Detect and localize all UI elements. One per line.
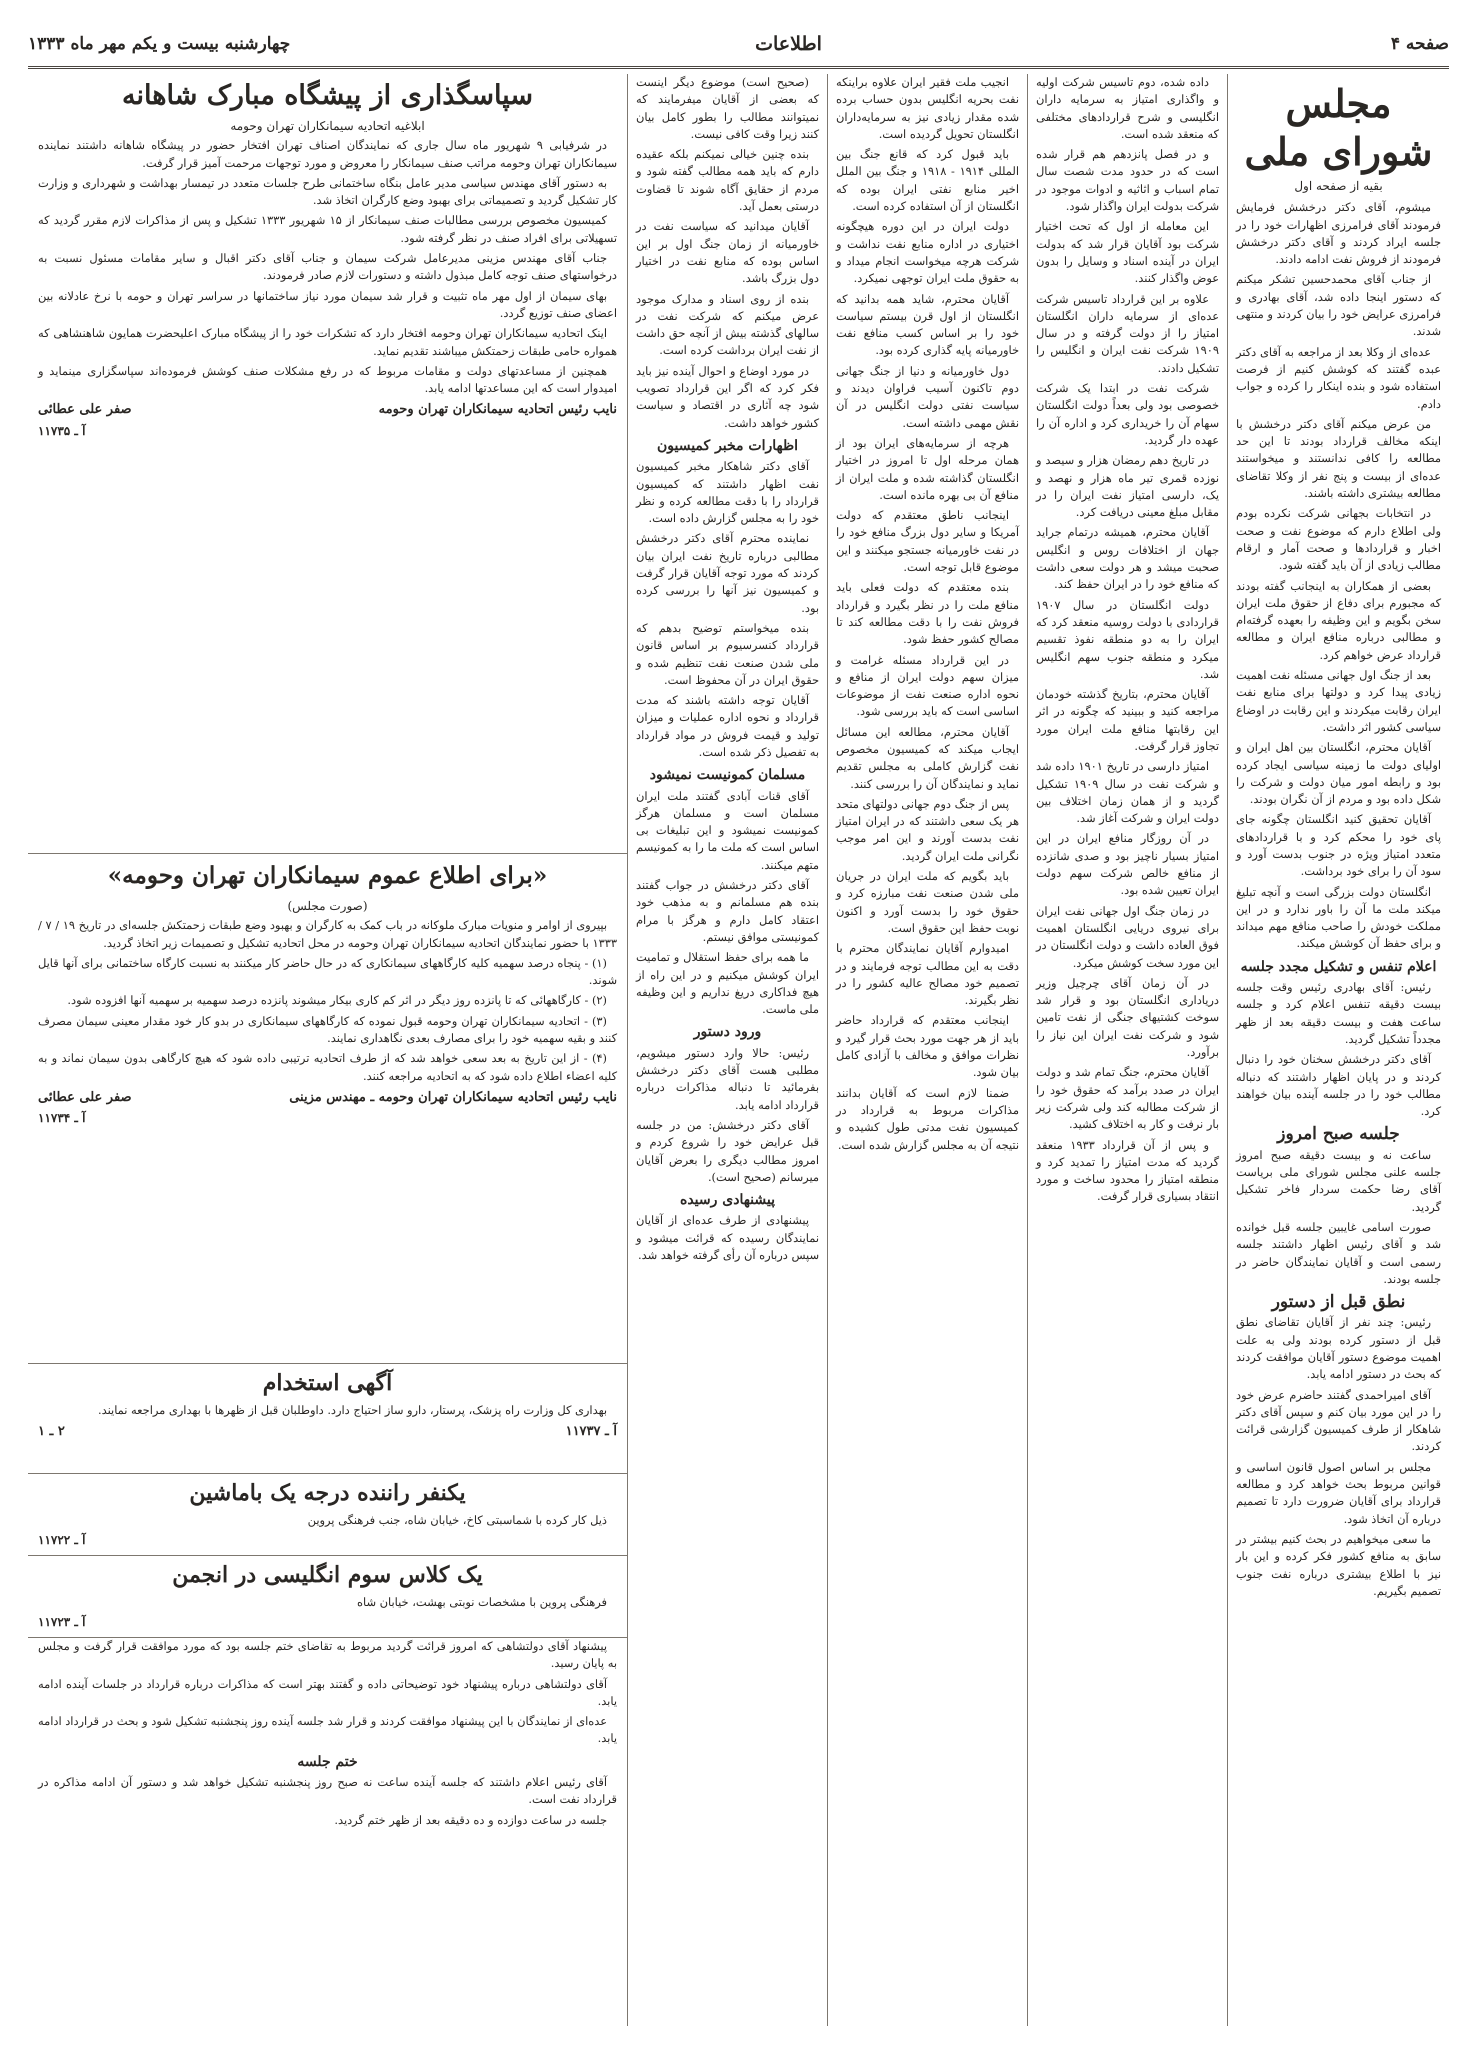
paragraph: آقایان محترم، همیشه درتمام جراید جهان از اختلافات روس و انگلیس صحبت میشد و هر دولت سعی داشت که منافع خود را در ایران حفظ کند. [1036, 525, 1219, 592]
signature-name: صفر علی عطائی [38, 402, 132, 418]
paragraph: شرکت نفت در ابتدا یک شرکت خصوصی بود ولی بعداً دولت انگلستان سهام آن را خریداری کرد و اداره آن را عهده دار گردید. [1036, 381, 1219, 447]
column-majlis [1227, 74, 1449, 2026]
paragraph: در انتخابات بجهانی شرکت نکرده بودم ولی اطلاع دارم که موضوع نفت و صحت اخبار و قراردادها و صحت آمار و ارقام مطالب زیادی از آن باید گفته شود. [1236, 506, 1441, 573]
paragraph: علاوه بر این قرارداد تاسیس شرکت عده‌ای از سرمایه داران انگلستان امتیاز را از دولت گرفته و در سال ۱۹۰۹ شرکت نفت ایران و انگلیس را تشکیل دادند. [1036, 291, 1219, 375]
paragraph: ما سعی میخواهیم در بحث کنیم بیشتر در سابق به منافع کشور فکر کرده و این بار نیز با اطلاع بیشتری درباره نفت جنوب تصمیم بگیریم. [1236, 1531, 1441, 1598]
masthead [28, 22, 1449, 69]
paragraph: نماینده محترم آقای دکتر درخشش مطالبی درباره تاریخ نفت ایران بیان کردند که مورد توجه آقایان قرار گرفت و کمیسیون نیز آنها را بررسی کرده بود. [636, 531, 819, 615]
kicker-continued: بقیه از صفحه اول [1294, 179, 1383, 193]
session-close [28, 1638, 627, 2026]
column-3 [827, 74, 1027, 2026]
paragraph: (۴) - از این تاریخ به بعد سعی خواهد شد که از طرف اتحادیه ترتیبی داده شود که هیچ کارگاهی بدون سیمان نماند و به کلیه اعضاء اطلاع داده شود که به اتحادیه مراجعه کنند. [38, 1051, 617, 1083]
subhead-recess: اعلام تنفس و تشکیل مجدد جلسه [1240, 958, 1437, 975]
paragraph: بپیروی از اوامر و منویات مبارک ملوکانه در باب کمک به کارگران و بهبود وضع طبقات زحمتکش جلسه‌ای در تاریخ ۱۹ / ۷ / ۱۳۳۳ با حضور نمایندگان اتحادیه سیمانکاران تهران وحومه در محل اتحادیه تشکیل و تصمیمات زیر اتخاذ گردید. [38, 918, 617, 950]
paragraph: آقای رئیس اعلام داشتند که جلسه آینده ساعت نه صبح روز پنجشنبه تشکیل خواهد شد و دستور آن ادامه مذاکره در قرارداد نفت است. [38, 1775, 617, 1807]
ad-code-secondary: ۲ ـ ۱ [38, 1424, 65, 1440]
employment-codes [38, 1423, 617, 1440]
paragraph: دولت ایران در این دوره هیچگونه اختیاری در اداره منابع نفت نداشت و شرکت هرچه میخواست انجام میداد و به حقوق ملت ایران توجهی نمیکرد. [836, 219, 1019, 286]
paragraph: آقایان محترم، بتاریخ گذشته خودمان مراجعه کنید و ببینید که چگونه در اثر این رقابتها منافع ملت ایران مورد تجاوز قرار گرفت. [1036, 687, 1219, 753]
signature-title: نایب رئیس اتحادیه سیمانکاران تهران وحومه ـ مهندس مزینی [289, 1089, 617, 1105]
paragraph: بهای سیمان از اول مهر ماه تثبیت و قرار شد سیمان مورد نیاز ساختمانها در سراسر تهران و حومه با نرخ عادلانه بین اعضای صنف توزیع گردد. [38, 288, 617, 320]
paragraph: عده‌ای از نمایندگان با این پیشنهاد موافقت کردند و قرار شد جلسه آینده روز پنجشنبه تشکیل شود و بحث در قرارداد ادامه یابد. [38, 1714, 617, 1746]
paragraph: آقای دکتر درخشش: من در جلسه قبل عرایض خود را شروع کردم و امروز مطالب دیگری را بعرض آقایان میرسانم (صحیح است). [636, 1117, 819, 1184]
cement-signature [38, 1089, 617, 1106]
paragraph: پیشنهاد آقای دولتشاهی که امروز قرائت گردید مربوط به تقاضای ختم جلسه بود که مورد موافقت قرار گرفت و مجلس به پایان رسید. [38, 1639, 617, 1671]
driver-ad-title: یکنفر راننده درجه یک باماشین [189, 1480, 466, 1506]
cement-notice [28, 854, 627, 1364]
thanks-announcement [28, 74, 627, 854]
paragraph: رئیس: حالا وارد دستور میشویم، مطلبی هست آقای دکتر درخشش بفرمائید تا دنباله مذاکرات درباره قرارداد ادامه یابد. [636, 1045, 819, 1112]
paragraph: آقای دکتر درخشش در جواب گفتند بنده هم مسلمانم و به مذهب خود اعتقاد کامل دارم و هرگز با مرام کمونیستی موافق نیستم. [636, 878, 819, 944]
english-class-ad [28, 1556, 627, 1638]
paragraph: آقای دولتشاهی درباره پیشنهاد خود توضیحاتی داده و گفتند بهتر است که مذاکرات درباره قرارداد در جلسات آینده ادامه یابد. [38, 1676, 617, 1708]
paragraph: اینجانب ناطق معتقدم که دولت آمریکا و سایر دول بزرگ منافع خود را در نفت خاورمیانه جستجو میکنند و این موضوع قابل توجه است. [836, 508, 1019, 575]
cement-notice-title: «برای اطلاع عموم سیمانکاران تهران وحومه» [107, 862, 548, 889]
paragraph: آقای قنات آبادی گفتند ملت ایران مسلمان است و مسلمان هرگز کمونیست نمیشود و این تبلیغات بی اساس است که ملت ما را به کمونیسم متهم میکنند. [636, 788, 819, 872]
subhead-commission-report: اظهارات مخبر کمیسیون [656, 437, 799, 454]
paragraph: در این قرارداد مسئله غرامت و میزان سهم دولت ایران از منافع و نحوه اداره صنعت نفت از موضوعات اساسی است که باید بررسی شود. [836, 652, 1019, 719]
paragraph: انجیب ملت فقیر ایران علاوه براینکه نفت بحریه انگلیس بدون حساب برده شده مقدار زیادی نیز به سرمایه‌داران انگلستان تحویل گردیده است. [836, 75, 1019, 141]
paragraph: باید بگویم که ملت ایران در جریان ملی شدن صنعت نفت مبارزه کرد و حقوق خود را بدست آورد و اکنون نوبت حفظ این حقوق است. [836, 869, 1019, 935]
paragraph: در شرفیابی ۹ شهریور ماه سال جاری که نمایندگان اصناف تهران افتخار حضور در پیشگاه شاهانه داشتند نماینده سیمانکاران تهران وحومه مراتب صنف سیمانکار را معروض و مورد توجهات مرحمت آمیز قرار گرفت. [38, 138, 617, 170]
paragraph: پیشنهادی از طرف عده‌ای از آقایان نمایندگان رسیده که قرائت میشود و سپس درباره آن رأی گرفته خواهد شد. [636, 1213, 819, 1262]
cement-notice-subtitle: (صورت مجلس) [287, 899, 368, 913]
paragraph: در آن زمان آقای چرچیل وزیر دریاداری انگلستان بود و قرار شد سوخت کشتیهای جنگی از نفت تامین شود و شرکت نفت ایران این نیاز را برآورد. [1036, 975, 1219, 1060]
issue-date: چهارشنبه بیست و یکم مهر ماه ۱۳۳۳ [28, 34, 291, 54]
paragraph: امتیاز دارسی در تاریخ ۱۹۰۱ داده شد و شرکت نفت در سال ۱۹۰۹ تشکیل گردید و از همان زمان اختلاف بین دولت ایران و شرکت آغاز شد. [1036, 759, 1219, 826]
paragraph: آقایان محترم، جنگ تمام شد و دولت ایران در صدد برآمد که حقوق خود را از شرکت مطالبه کند ولی شرکت زیر بار نرفت و کار به اختلاف کشید. [1036, 1065, 1219, 1132]
paragraph: در مورد اوضاع و احوال آینده نیز باید فکر کرد که اگر این قرارداد تصویب شود چه آثاری در اقتصاد و سیاست کشور خواهد داشت. [636, 363, 819, 430]
paragraph: جلسه در ساعت دوازده و ده دقیقه بعد از ظهر ختم گردید. [334, 1812, 607, 1827]
paragraph: رئیس: چند نفر از آقایان تقاضای نطق قبل از دستور کرده بودند ولی به علت اهمیت موضوع دستور آقایان موافقت کردند که بحث در دستور ادامه یابد. [1236, 1315, 1441, 1382]
paragraph: به دستور آقای مهندس سیاسی مدیر عامل بنگاه ساختمانی طرح جلسات متعدد در تیمسار بهداشت و شهرداری و وزارت کار تشکیل گردید و تصمیماتی برای بهبود وضع کارگران اتخاذ شد. [38, 175, 617, 208]
paragraph: آقایان تحقیق کنید انگلستان چگونه جای پای خود را محکم کرد و با قراردادهای متعدد امتیاز ویژه در جنوب بدست آورد و سود آن را برای خود برداشت. [1236, 812, 1441, 879]
paragraph: بنده معتقدم که دولت فعلی باید منافع ملت را در نظر بگیرد و قرارداد فروش نفت را با دقت مطالعه کند تا مصالح کشور حفظ شود. [836, 580, 1019, 647]
paragraph: ضمنا لازم است که آقایان بدانند مذاکرات مربوط به قرارداد در کمیسیون نفت مدتی طول کشیده و نتیجه آن به مجلس گزارش شده است. [836, 1085, 1019, 1152]
newspaper-page [28, 22, 1449, 2026]
driver-ad [28, 1474, 627, 1556]
paragraph: آقایان محترم، شاید همه بدانید که انگلستان از اول قرن بیستم سیاست خود را بر اساس کسب منافع نفت خاورمیانه پایه گذاری کرده بود. [836, 291, 1019, 358]
paragraph: آقایان محترم، انگلستان بین اهل ایران و اولیای دولت ما زمینه سیاسی ایجاد کرده بود و رابطه امور میان دولت و شرکت را شکل داده بود و مردم از آن نگران بودند. [1236, 740, 1441, 807]
paragraph: (صحیح است) موضوع دیگر اینست که بعضی از آقایان میفرمایند که نمیتوانند مطالب را بطور کامل بیان کنند زیرا وقت کافی نیست. [636, 75, 819, 141]
paragraph: میشوم، آقای دکتر درخشش فرمایش فرمودند آقای فرامرزی اظهارات خود را در جلسه ایراد کردند و آقای دکتر درخشش فرمودند از فروش نفت ادامه دادند. [1236, 200, 1441, 267]
paragraph: در تاریخ دهم رمضان هزار و سیصد و نوزده قمری تیر ماه هزار و نهصد و یک، دارسی امتیاز نفت ایران را در مقابل مبلغ معینی دریافت کرد. [1036, 453, 1219, 520]
paragraph: از جناب آقای محمدحسین تشکر میکنم که دستور اینجا داده شد، آقای بهادری و فرامرزی عرایض خود را بیان کردند و منتهی شدند. [1236, 272, 1441, 339]
subhead-pre-agenda: نطق قبل از دستور [1271, 1292, 1406, 1313]
paragraph: دول خاورمیانه و دنیا از جنگ جهانی دوم تاکنون آسیب فراوان دیدند و سیاست نفتی دولت انگلیس در آن نقش مهمی داشته است. [836, 363, 1019, 430]
paragraph: انگلستان دولت بزرگی است و آنچه تبلیغ میکند ملت ما آن را باور ندارد و در این مملکت خودش را صاحب منافع مهم میداند و برای حفظ آن کوشش میکند. [1236, 884, 1441, 951]
english-class-text: فرهنگی پروین با مشخصات نوبتی بهشت، خیابان شاه [357, 1595, 607, 1609]
paragraph: کمیسیون مخصوص بررسی مطالبات صنف سیمانکار از ۱۵ شهریور ۱۳۳۳ تشکیل و پس از مذاکرات لازم مقرر گردید که تسهیلاتی برای افراد صنف در نظر گرفته شود. [38, 213, 617, 245]
employment-text: بهداری کل وزارت راه پزشک، پرستار، دارو ساز احتیاج دارد. داوطلبان قبل از ظهرها با بهداری مراجعه نمایند. [98, 1403, 607, 1417]
paragraph: رئیس: آقای بهادری رئیس وقت جلسه بیست دقیقه تنفس اعلام کرد و جلسه ساعت هفت و بیست دقیقه بعد از ظهر مجدداً تشکیل گردید. [1236, 980, 1441, 1046]
paragraph: باید قبول کرد که قانع جنگ بین المللی ۱۹۱۴ - ۱۹۱۸ و جنگ بین الملل اخیر منابع نفتی ایران بوده که انگلستان از آن استفاده کرده است. [836, 147, 1019, 214]
subhead-proposal: پیشنهادی رسیده [679, 1192, 776, 1209]
employment-title: آگهی استخدام [262, 1370, 393, 1396]
column-announcements [28, 74, 627, 2026]
subhead-muslim: مسلمان کمونیست نمیشود [649, 767, 806, 784]
paragraph: در آن روزگار منافع ایران در این امتیاز بسیار ناچیز بود و صدی شانزده از منافع خالص شرکت سهم دولت ایران تعیین شده بود. [1036, 831, 1219, 898]
headline-majlis: مجلس شورای ملی [1244, 81, 1433, 174]
ad-code: آ ـ ۱۱۷۲۲ [38, 1533, 86, 1548]
thanks-signature [38, 401, 617, 418]
column-4 [627, 74, 827, 2026]
page-number: صفحه ۴ [1390, 34, 1449, 54]
paragraph: و پس از آن قرارداد ۱۹۳۳ منعقد گردید که مدت امتیاز را تمدید کرد و منطقه امتیاز را محدود ساخت و مورد انتقاد بسیاری قرار گرفت. [1036, 1137, 1219, 1204]
paragraph: جناب آقای مهندس مزینی مدیرعامل شرکت سیمان و جناب آقای دکتر اقبال و سایر مقامات مسئول نسبت به درخواستهای صنف توجه کامل مبذول داشته و دستورات لازم صادر فرمودند. [38, 251, 617, 283]
paragraph: آقایان توجه داشته باشند که مدت قرارداد و نحوه اداره عملیات و میزان تولید و قیمت فروش در مواد قرارداد به تفصیل ذکر شده است. [636, 693, 819, 759]
paragraph: مجلس بر اساس اصول قانون اساسی و قوانین مربوط بحث خواهد کرد و مطالعه قرارداد برای آقایان ضرورت دارد تا تصمیم درباره آن اتخاذ شود. [1236, 1459, 1441, 1526]
subhead-session-end: ختم جلسه [297, 1753, 358, 1770]
employment-ad [28, 1364, 627, 1474]
english-class-title: یک کلاس سوم انگلیسی در انجمن [172, 1562, 483, 1588]
paragraph: آقای امیراحمدی گفتند حاضرم عرض خود را در این مورد بیان کنم و سپس آقای دکتر شاهکار از طرف کمیسیون گزارشی قرائت کردند. [1236, 1387, 1441, 1454]
signature-name: صفر علی عطائی [38, 1089, 132, 1105]
paragraph: بنده چنین خیالی نمیکنم بلکه عقیده دارم که باید همه مطالب گفته شود و مردم از حقایق آگاه شوند تا قضاوت درستی بعمل آید. [636, 147, 819, 214]
paragraph: (۱) - پنجاه درصد سهمیه کلیه کارگاههای سیمانکاری که در حال حاضر کار میکنند به نسبت کارگاه ساختمانی برای آنها قایل شوند. [38, 955, 617, 988]
paragraph: بنده از روی اسناد و مدارک موجود عرض میکنم که شرکت نفت در سالهای گذشته بیش از آنچه حق داشت از نفت ایران برداشت کرده است. [636, 291, 819, 358]
paragraph: اینک اتحادیه سیمانکاران تهران وحومه افتخار دارد که تشکرات خود را از پیشگاه مبارک اعلیحضرت همایون شاهنشاهی که همواره حامی طبقات زحمتکش میباشند تقدیم نماید. [38, 326, 617, 358]
paragraph: همچنین از مساعدتهای دولت و مقامات مربوط که در رفع مشکلات صنف کوشش فرموده‌اند سپاسگزاری مینماید و امیدوار است که این مساعدتها ادامه یابد. [38, 363, 617, 396]
subhead-agenda: ورود دستور [693, 1024, 762, 1041]
paragraph: آقایان میدانید که سیاست نفت در خاورمیانه از زمان جنگ اول بر این اساس بوده که منابع نفت در اختیار دول بزرگ باشد. [636, 219, 819, 286]
paragraph: و در فصل پانزدهم هم قرار شده است که در حدود مدت شصت سال تمام اسباب و اثاثیه و ادوات موجود در شرکت بدولت ایران واگذار شود. [1036, 147, 1219, 214]
ad-code: آ ـ ۱۱۷۳۵ [38, 423, 86, 438]
paragraph: بنده میخواستم توضیح بدهم که قرارداد کنسرسیوم بر اساس قانون ملی شدن صنعت نفت تنظیم شده و حقوق ایران در آن محفوظ است. [636, 620, 819, 687]
thanks-subtitle: ابلاغیه اتحادیه سیمانکاران تهران وحومه [230, 119, 425, 133]
paragraph: بعضی از همکاران به اینجانب گفته بودند که مجبورم برای دفاع از حقوق ملت ایران سخن بگویم و این وظیفه را بعهده گرفته‌ام و مطالبی درباره منافع ایران و مطالعه قرارداد عرض خواهم کرد. [1236, 578, 1441, 662]
ad-code: آ ـ ۱۱۷۲۳ [38, 1615, 86, 1630]
ad-code: آ ـ ۱۱۷۳۷ [565, 1424, 617, 1440]
signature-title: نایب رئیس اتحادیه سیمانکاران تهران وحومه [378, 402, 617, 418]
paragraph: آقای دکتر شاهکار مخبر کمیسیون نفت اظهار داشتند که کمیسیون قرارداد را با دقت مطالعه کرده و نظر خود را به مجلس گزارش داده است. [636, 459, 819, 526]
majlis-body [1236, 199, 1441, 952]
columns [28, 74, 1449, 2026]
subhead-morning-session: جلسه صبح امروز [1277, 1124, 1400, 1145]
paragraph: این معامله از اول که تحت اختیار شرکت بود آقایان قرار شد که بدولت ایران در آینده اسناد و وسایل را بدون عوض واگذار کنند. [1036, 219, 1219, 286]
newspaper-name: اطلاعات [755, 33, 822, 55]
paragraph: (۳) - اتحادیه سیمانکاران تهران وحومه قبول نموده که کارگاههای سیمانکاری در بدو کار خود مقدار معینی سیمان مصرف کنند و بقیه سهمیه خود را برای مصارف بعدی نگاهداری نمایند. [38, 1013, 617, 1046]
paragraph: پس از جنگ دوم جهانی دولتهای متحد هر یک سعی داشتند که در ایران امتیاز نفت بدست آورند و این امر موجب نگرانی ملت ایران گردید. [836, 796, 1019, 863]
paragraph: من عرض میکنم آقای دکتر درخشش با اینکه مخالف قرارداد بودند تا این حد مطالعه را کافی ندانستند و میخواستند عده‌ای از بیست و پنج نفر از وکلا تقاضای مطالعه بیشتری داشته باشند. [1236, 416, 1441, 501]
paragraph: آقای دکتر درخشش سخنان خود را دنبال کردند و در پایان اظهار داشتند که دنباله مطالب خود را در جلسه آینده بیان خواهند کرد. [1236, 1052, 1441, 1119]
paragraph: داده شده، دوم تاسیس شرکت اولیه و واگذاری امتیاز به سرمایه داران انگلیسی و شرح قراردادهای مختلفی که منعقد شده است. [1036, 75, 1219, 141]
driver-ad-text: ذیل کار کرده با شماسبتی کاخ، خیابان شاه، جنب فرهنگی پروین [307, 1513, 607, 1527]
paragraph: آقایان محترم، مطالعه این مسائل ایجاب میکند که کمیسیون مخصوص نفت گزارش کاملی به مجلس تقدیم نماید و نمایندگان آن را بررسی کنند. [836, 724, 1019, 791]
paragraph: اینجانب معتقدم که قرارداد حاضر باید از هر جهت مورد بحث قرار گیرد و نظرات موافق و مخالف با آزادی کامل بیان شود. [836, 1013, 1019, 1080]
ad-code: آ ـ ۱۱۷۳۴ [38, 1111, 86, 1126]
paragraph: ما همه برای حفظ استقلال و تمامیت ایران کوشش میکنیم و در این راه از هیچ فداکاری دریغ نداریم و این وظیفه ملی ماست. [636, 950, 819, 1017]
paragraph: هرچه از سرمایه‌های ایران بود از همان مرحله اول تا امروز در اختیار انگلستان گذاشته شده و ملت ایران از منافع آن بی بهره مانده است. [836, 435, 1019, 502]
column-2 [1027, 74, 1227, 2026]
paragraph: عده‌ای از وکلا بعد از مراجعه به آقای دکتر عبده گفتند که کوشش کنیم از فرصت استفاده شود و بنده اینکار را کرده و جواب دادم. [1236, 344, 1441, 411]
paragraph: در زمان جنگ اول جهانی نفت ایران برای نیروی دریایی انگلستان اهمیت فوق العاده داشت و دولت انگلستان در این مورد سخت کوشش میکرد. [1036, 903, 1219, 970]
paragraph: صورت اسامی غایبین جلسه قبل خوانده شد و آقای رئیس اظهار داشتند جلسه رسمی است و آقایان نمایندگان حاضر در جلسه بودند. [1236, 1219, 1441, 1286]
paragraph: امیدوارم آقایان نمایندگان محترم با دقت به این مطالب توجه فرمایند و در تصمیم خود مصالح عالیه کشور را در نظر بگیرند. [836, 941, 1019, 1008]
paragraph: دولت انگلستان در سال ۱۹۰۷ قراردادی با دولت روسیه منعقد کرد که ایران را به دو منطقه نفوذ تقسیم میکرد و منطقه جنوب سهم انگلیس شد. [1036, 597, 1219, 681]
paragraph: (۲) - کارگاههائی که تا پانزده روز دیگر در اثر کم کاری بیکار میشوند پانزده درصد سهمیه بر سهمیه آنها افزوده شود. [67, 993, 607, 1008]
paragraph: ساعت نه و بیست دقیقه صبح امروز جلسه علنی مجلس شورای ملی بریاست آقای رضا حکمت سردار فاخر تشکیل گردید. [1236, 1147, 1441, 1214]
thanks-title: سپاسگذاری از پیشگاه مبارک شاهانه [122, 80, 533, 111]
paragraph: بعد از جنگ اول جهانی مسئله نفت اهمیت زیادی پیدا کرد و دولتها برای منابع نفت ایران رقابت میکردند و این رقابت در اوضاع سیاسی کشور اثر داشت. [1236, 668, 1441, 734]
